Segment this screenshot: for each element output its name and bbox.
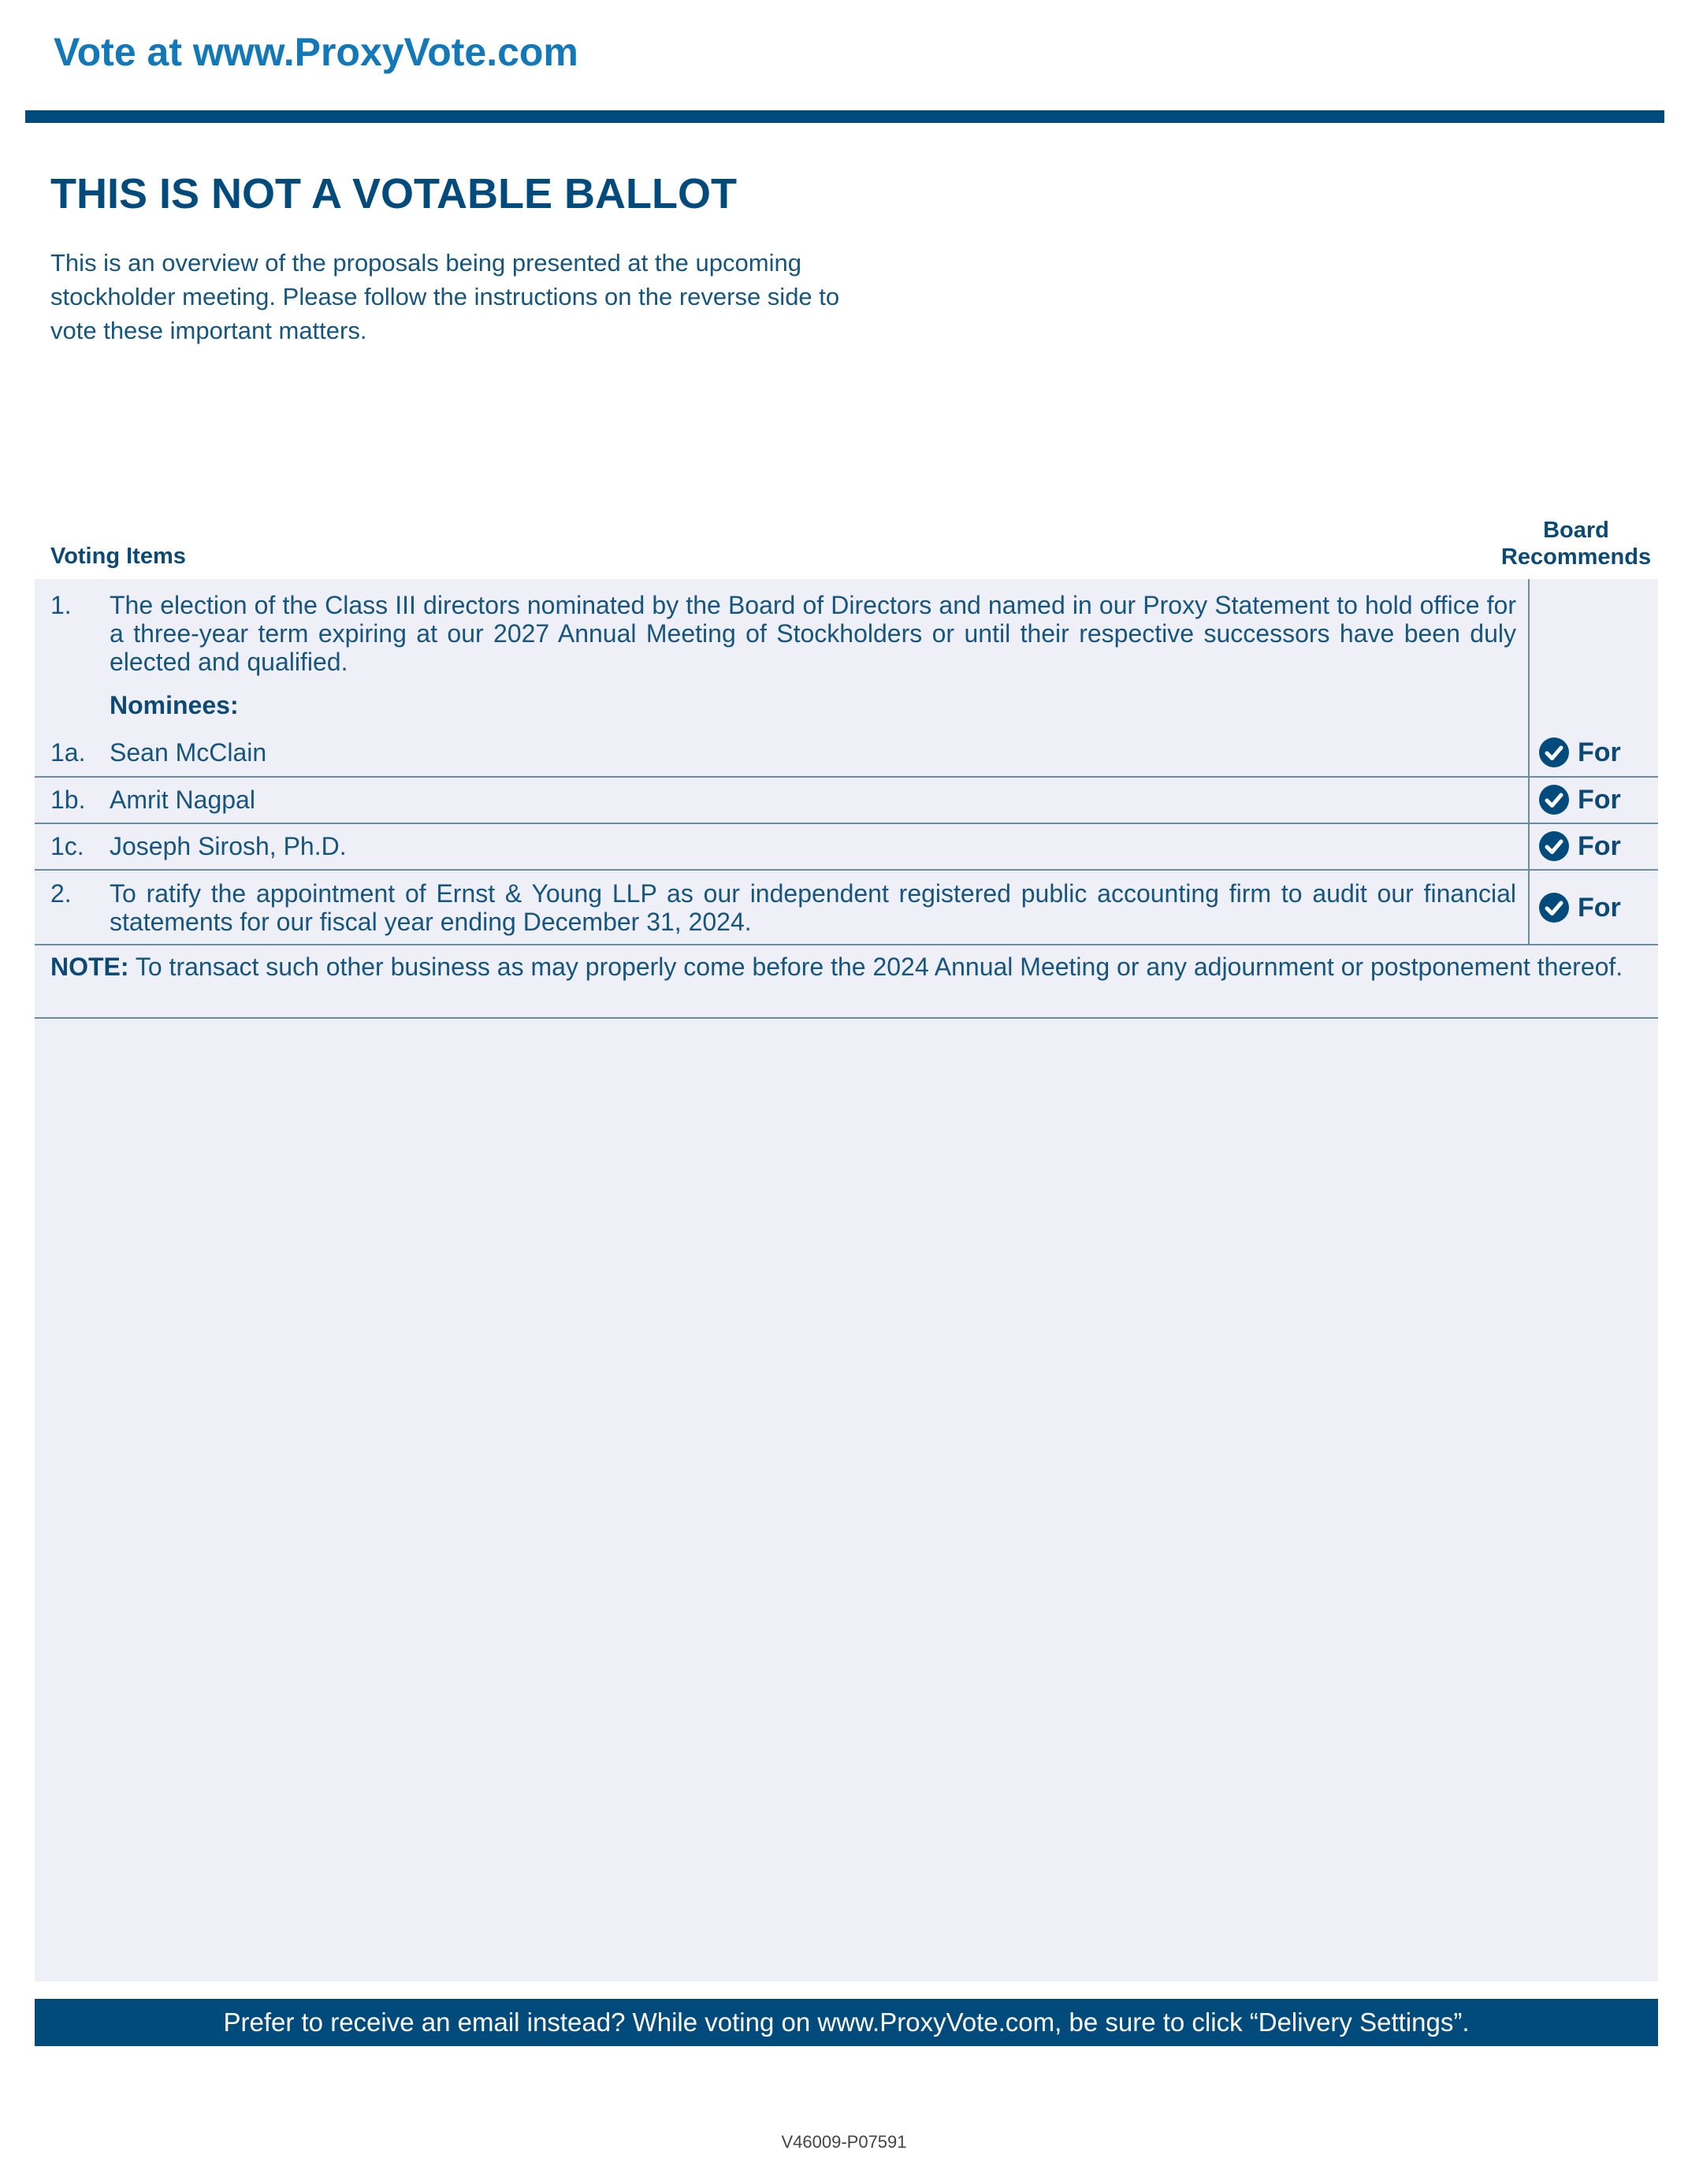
job-code: V46009-P07591 [781,2132,907,2152]
item-1-number: 1. [50,591,72,619]
proxyvote-header-title: Vote at www.ProxyVote.com [54,30,578,74]
check-circle-icon [1538,737,1570,768]
board-recommends-header: Board Recommends [1500,518,1652,570]
nominees-label: Nominees: [110,691,239,719]
header-rule [25,110,1664,123]
note-paragraph [50,953,1634,981]
nominee-1c-rec-label: For [1578,831,1621,861]
nominee-1b-number: 1b. [50,786,86,814]
voting-items-panel [35,579,1658,1982]
nominee-1a-recommendation [1538,737,1621,768]
note-label: NOTE: [50,953,129,981]
row-divider [35,823,1658,824]
check-circle-icon [1538,784,1570,815]
delivery-settings-banner: Prefer to receive an email instead? While voting on www.ProxyVote.com, be sure to click “Delivery Settings”. [35,1999,1658,2046]
nominee-1b-recommendation [1538,784,1621,815]
nominee-1a-rec-label: For [1578,737,1621,767]
intro-text: This is an overview of the proposals being presented at the upcoming stockholder meeting. Please follow the instructions on the reverse side to vote these important matters. [50,249,840,344]
voting-items-header: Voting Items [50,544,186,569]
nominee-1a-name: Sean McClain [110,738,267,767]
item-2-recommendation [1538,892,1621,923]
item-2-rec-label: For [1578,893,1621,923]
nominee-1a-number: 1a. [50,738,86,767]
item-1-text: The election of the Class III directors nominated by the Board of Directors and named in our Proxy Statement to hold office for a three-year term expiring at our 2027 Annual Meeting of Stockholders or until their respective successors have been duly elected and qualified. [110,591,1516,676]
row-divider [35,944,1658,945]
nominee-1b-name: Amrit Nagpal [110,786,255,814]
note-text: To transact such other business as may properly come before the 2024 Annual Meeting or any adjournment or postponement thereof. [128,953,1623,981]
nominee-1c-name: Joseph Sirosh, Ph.D. [110,832,347,860]
check-circle-icon [1538,830,1570,862]
recommendation-column-divider [1528,579,1530,944]
ballot-heading: THIS IS NOT A VOTABLE BALLOT [50,170,737,217]
row-divider [35,869,1658,871]
row-divider [35,776,1658,778]
row-divider [35,1017,1658,1019]
item-2-text: To ratify the appointment of Ernst & Young LLP as our independent registered public accounting firm to audit our financial statements for our fiscal year ending December 31, 2024. [110,879,1516,936]
check-circle-icon [1538,892,1570,923]
nominee-1c-number: 1c. [50,832,84,860]
item-2-number: 2. [50,879,72,908]
nominee-1c-recommendation [1538,830,1621,862]
nominee-1b-rec-label: For [1578,785,1621,815]
